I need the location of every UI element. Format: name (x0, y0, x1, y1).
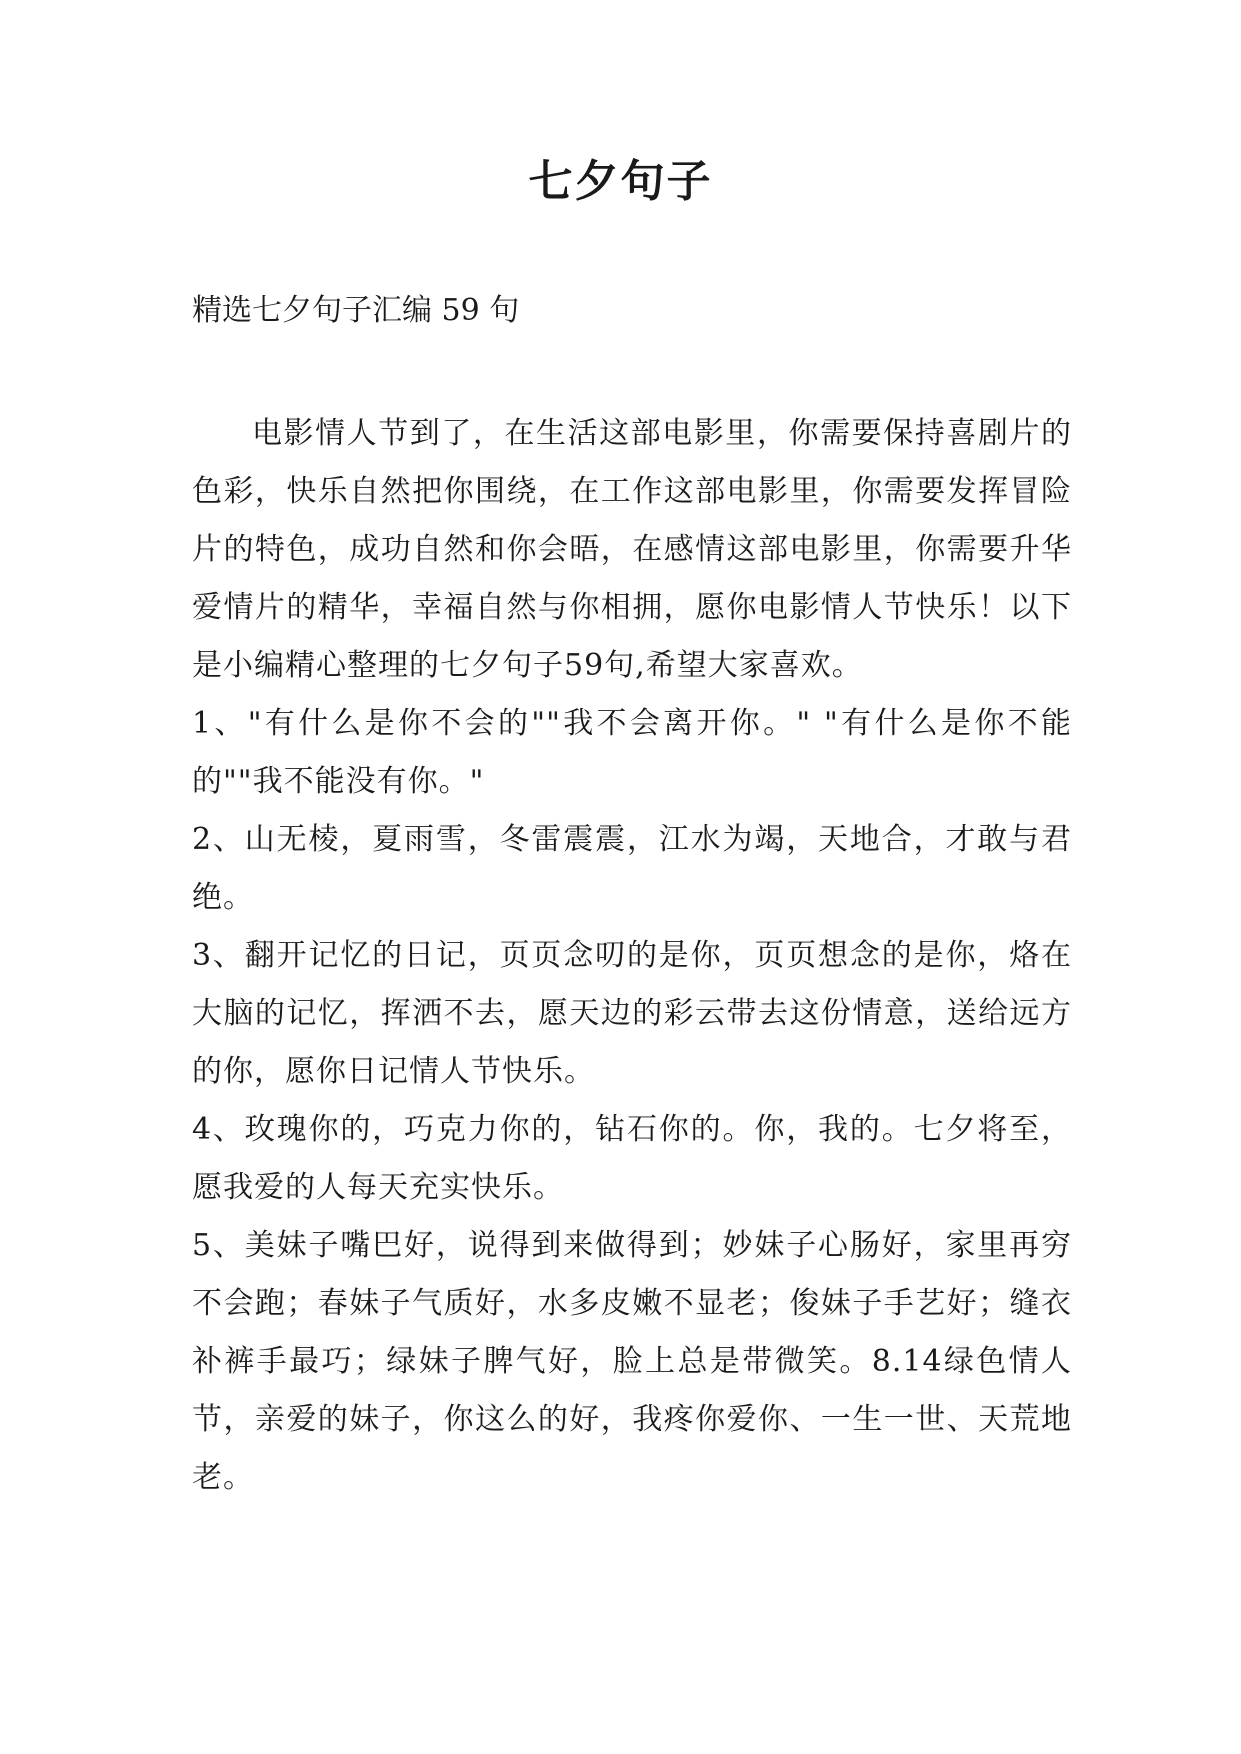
document-body (192, 405, 1072, 1507)
list-item: 5、美妹子嘴巴好，说得到来做得到；妙妹子心肠好，家里再穷不会跑；春妹子气质好，水多皮嫩不显老；俊妹子手艺好；缝衣补裤手最巧；绿妹子脾气好，脸上总是带微笑。8.14绿色情人节，亲爱的妹子，你这么的好，我疼你爱你、一生一世、天荒地老。 (192, 1228, 1072, 1495)
list-item: 1、"有什么是你不会的""我不会离开你。" "有什么是你不能的""我不能没有你。" (192, 706, 1072, 799)
document-title: 七夕句子 (528, 156, 713, 207)
list-item: 3、翻开记忆的日记，页页念叨的是你，页页想念的是你，烙在大脑的记忆，挥洒不去，愿天边的彩云带去这份情意，送给远方的你，愿你日记情人节快乐。 (192, 938, 1072, 1089)
document-subtitle: 精选七夕句子汇编 59 句 (192, 293, 520, 328)
list-item: 4、玫瑰你的，巧克力你的，钻石你的。你，我的。七夕将至，愿我爱的人每天充实快乐。 (192, 1112, 1072, 1205)
list-item: 2、山无棱，夏雨雪，冬雷震震，江水为竭，天地合，才敢与君绝。 (192, 822, 1072, 915)
intro-paragraph: 电影情人节到了，在生活这部电影里，你需要保持喜剧片的色彩，快乐自然把你围绕，在工作这部电影里，你需要发挥冒险片的特色，成功自然和你会晤，在感情这部电影里，你需要升华爱情片的精华，幸福自然与你相拥，愿你电影情人节快乐！以下是小编精心整理的七夕句子59句,希望大家喜欢。 (192, 416, 1072, 683)
